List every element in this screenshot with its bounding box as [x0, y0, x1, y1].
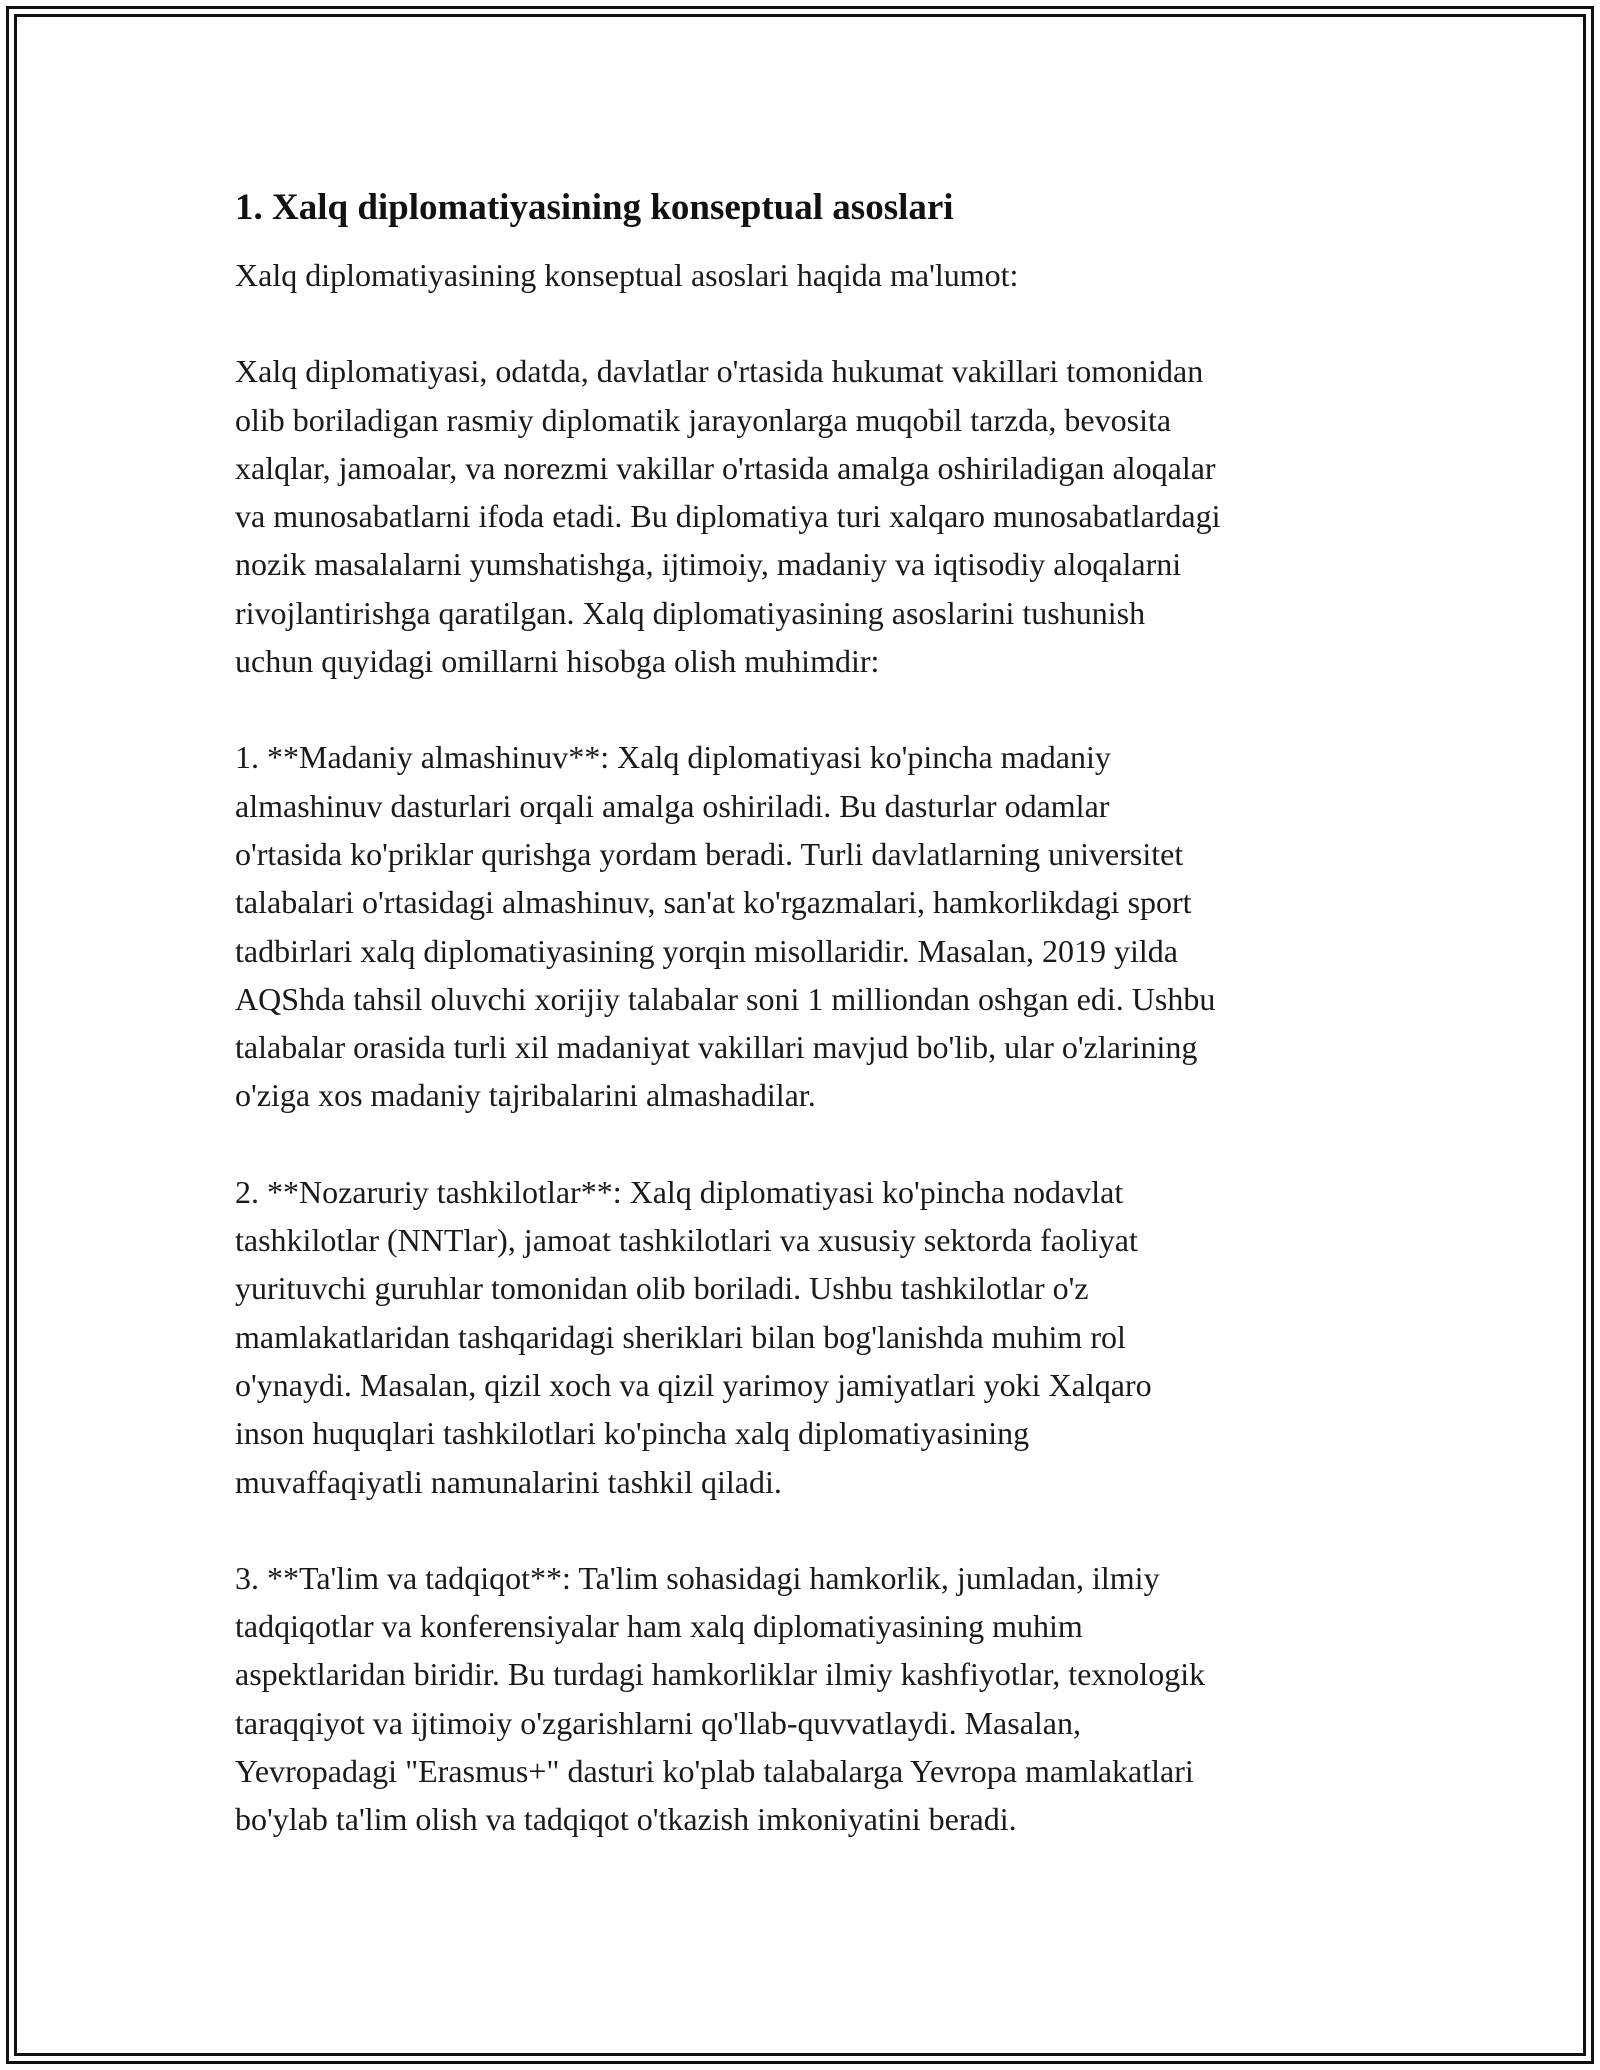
document-body — [235, 185, 1395, 1844]
paragraph-spacer — [235, 1120, 1395, 1168]
paragraph-overview: Xalq diplomatiyasi, odatda, davlatlar o'rtasida hukumat vakillari tomonidan olib boriladigan rasmiy diplomatik jarayonlarga muqobil tarzda, bevosita xalqlar, jamoalar, va norezmi vakillar o'rtasida amalga oshiriladigan aloqalar va munosabatlarni ifoda etadi. Bu diplomatiya turi xalqaro munosabatlardagi nozik masalalarni yumshatishga, ijtimoiy, madaniy va iqtisodiy aloqalarni rivojlantirishga qaratilgan. Xalq diplomatiyasining asoslarini tushunish uchun quyidagi omillarni hisobga olish muhimdir: — [235, 353, 1221, 680]
intro-paragraph: Xalq diplomatiyasining konseptual asoslari haqida ma'lumot: — [235, 257, 1019, 293]
paragraph-spacer — [235, 1506, 1395, 1554]
section-heading: 1. Xalq diplomatiyasining konseptual asoslari — [235, 187, 954, 228]
paragraph-organizations: 2. **Nozaruriy tashkilotlar**: Xalq diplomatiyasi ko'pincha nodavlat tashkilotlar (NNTlar), jamoat tashkilotlari va xususiy sektorda faoliyat yurituvchi guruhlar tomonidan olib boriladi. Ushbu tashkilotlar o'z mamlakatlaridan tashqaridagi sheriklari bilan bog'lanishda muhim rol o'ynaydi. Masalan, qizil xoch va qizil yarimoy jamiyatlari yoki Xalqaro inson huquqlari tashkilotlari ko'pincha xalq diplomatiyasining muvaffaqiyatli namunalarini tashkil qiladi. — [235, 1173, 1152, 1500]
paragraph-spacer — [235, 685, 1395, 733]
paragraph-cultural-exchange: 1. **Madaniy almashinuv**: Xalq diplomatiyasi ko'pincha madaniy almashinuv dasturlari orqali amalga oshiriladi. Bu dasturlar odamlar o'rtasida ko'priklar qurishga yordam beradi. Turli davlatlarning universitet talabalari o'rtasidagi almashinuv, san'at ko'rgazmalari, hamkorlikdagi sport tadbirlari xalq diplomatiyasining yorqin misollaridir. Masalan, 2019 yilda AQShda tahsil oluvchi xorijiy talabalar soni 1 milliondan oshgan edi. Ushbu talabalar orasida turli xil madaniyat vakillari mavjud bo'lib, ular o'zlarining o'ziga xos madaniy tajribalarini almashadilar. — [235, 739, 1216, 1114]
paragraph-education-research: 3. **Ta'lim va tadqiqot**: Ta'lim sohasidagi hamkorlik, jumladan, ilmiy tadqiqotlar va konferensiyalar ham xalq diplomatiyasining muhim aspektlaridan biridir. Bu turdagi hamkorliklar ilmiy kashfiyotlar, texnologik taraqqiyot va ijtimoiy o'zgarishlarni qo'llab-quvvatlaydi. Masalan, Yevropadagi "Erasmus+" dasturi ko'plab talabalarga Yevropa mamlakatlari bo'ylab ta'lim olish va tadqiqot o'tkazish imkoniyatini beradi. — [235, 1559, 1206, 1838]
paragraph-spacer — [235, 299, 1395, 347]
